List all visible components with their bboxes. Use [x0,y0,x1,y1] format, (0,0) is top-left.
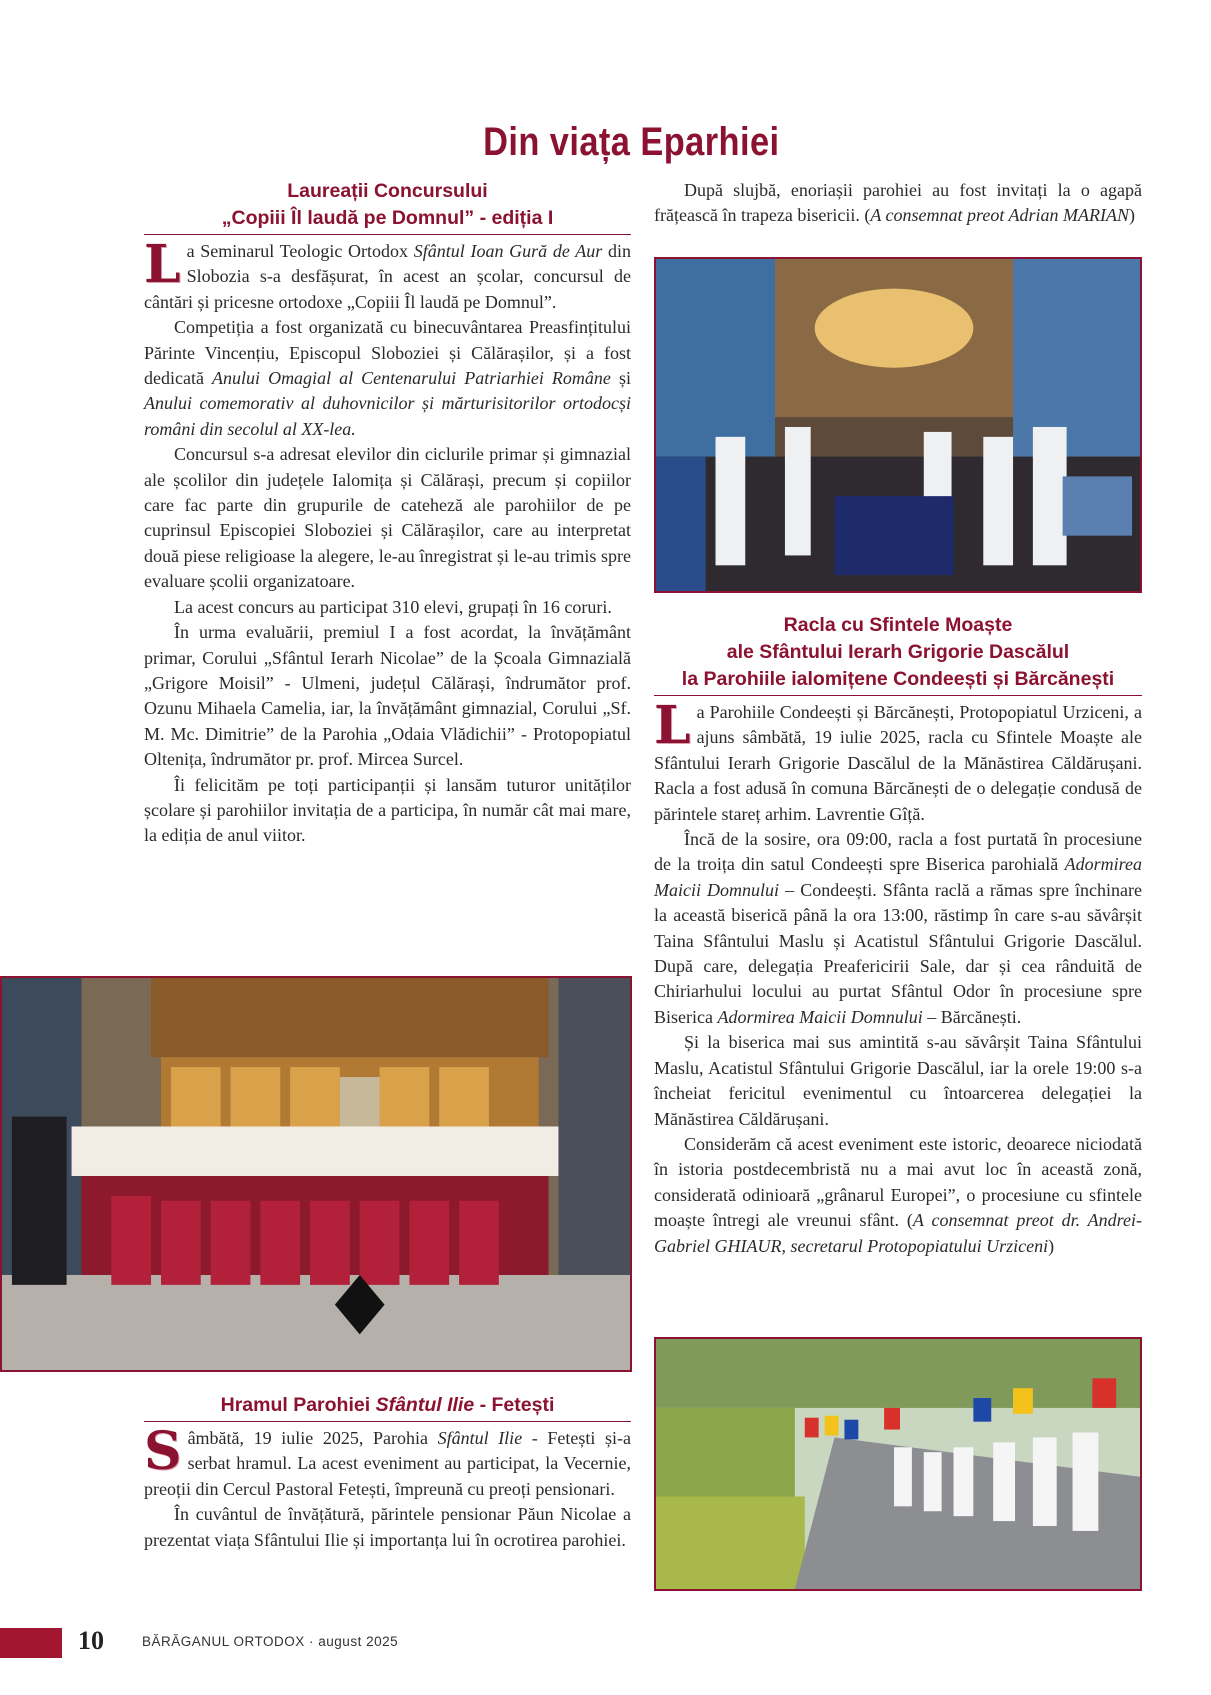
paragraph: La acest concurs au participat 310 elevi, grupați în 16 coruri. [174,596,612,617]
article-hram-continued [654,178,1142,229]
procession-photo [654,1337,1142,1591]
paragraph: Încă de la sosire, ora 09:00, racla a fost purtată în procesiune de la troița din satul Condeești spre Biserica parohială Adormirea Maicii Domnului – Condeești. Sfânta raclă a rămas spre închinare la această biserică până la ora 13:00, răstimp în care s-au săvârșit Taina Sfântului Maslu și Acatistul Sfântului Grigorie Dascălul. După care, delegația Preafericirii Sale, dar și cea rânduită de Chiriarhului locului au purtat Sfântul Odor în procesiune spre Biserica Adormirea Maicii Domnului – Bărcănești. [654,829,1142,1027]
article-hram [144,1392,631,1553]
article-hram-body [144,1421,632,1553]
choir-photo [0,976,632,1372]
heading-line: Racla cu Sfintele Moaște [783,614,1013,636]
paragraph: Concursul s-a adresat elevilor din ciclurile primar și gimnazial ale școlilor din județele Ialomița și Călărași, precum și copiilor care fac parte din grupurile de cateheză ale parohiilor de pe cuprinsul Episcopiei Sloboziei și Călărașilor, care au interpretat două piese religioase la alegere, le-au înregistrat și le-au trimis spre evaluare școlii organizatoare. [144,444,631,592]
paragraph: După slujbă, enoriașii parohiei au fost invitați la o agapă frățească în trapeza bisericii. (A consemnat preot Adrian MARIAN) [654,180,1142,226]
heading-line: Laureații Concursului [287,180,488,202]
heading-line: la Parohiile ialomițene Condeești și Bărcănești [681,668,1115,690]
paragraph: Competiția a fost organizată cu binecuvântarea Preasfințitului Părinte Vincențiu, Episcopul Sloboziei și Călărașilor, și a fost dedicată Anului Omagial al Centenarului Patriarhiei Române și Anului comemorativ al duhovnicilor și mărturisitorilor ortodocși români din secolul al XX-lea. [144,317,631,439]
article-racla-body [654,695,1143,1259]
church-service-photo [654,257,1142,593]
paragraph: Și la biserica mai sus amintită s-au săvârșit Taina Sfântului Maslu, Acatistul Sfântului Grigorie Dascălul, iar la orele 19:00 s-a încheiat fericitul evenimentul cu întoarcerea delegației la Mănăstirea Căldărușani. [654,1032,1142,1129]
dropcap: L [654,695,691,756]
article-racla [654,612,1142,1259]
dropcap: L [144,234,181,295]
footer-accent-bar [0,1628,62,1658]
heading-line: ale Sfântului Ierarh Grigorie Dascălul [726,641,1070,663]
paragraph: La Seminarul Teologic Ortodox Sfântul Ioan Gură de Aur din Slobozia s-a desfășurat, în acest an școlar, concursul de cântări și pricesne ortodoxe „Copiii Îl laudă pe Domnul”. [144,234,631,312]
paragraph: Considerăm că acest eveniment este istoric, deoarece niciodată în istoria postdecembristă nu a mai avut loc în această zonă, considerată odinioară „grânarul Europei”, o procesiune cu sfintele moaște întregi ale vreunui sfânt. (A consemnat preot dr. Andrei-Gabriel GHIAUR, secretarul Protopopiatului Urziceni) [654,1133,1143,1256]
page-number: 10 [78,1626,104,1655]
paragraph: Îi felicităm pe toți participanții și lansăm tuturor unităților școlare și parohiilor invitația de a participa, în număr cât mai mare, la ediția de anul viitor. [144,774,631,846]
heading-line: „Copiii Îl laudă pe Domnul” - ediția I [221,207,554,229]
article-laureati-heading [144,178,631,235]
paragraph: La Parohiile Condeești și Bărcănești, Protopopiatul Urziceni, a ajuns sâmbătă, 19 iulie 2025, racla cu Sfintele Moaște ale Sfântului Ierarh Grigorie Dascălul de la Mănăstirea Căldărușani. Racla a fost adusă în comuna Bărcănești de o delegație condusă de părintele stareț arhim. Lavrentie Gîță. [654,695,1142,824]
magazine-name: BĂRĂGANUL ORTODOX · august 2025 [142,1634,399,1649]
paragraph: În urma evaluării, premiul I a fost acordat, la învățământ primar, Corului „Sfântul Ierarh Nicolae” de la Școala Gimnazială „Grigore Moisil” - Ulmeni, județul Călărași, îndrumător prof. Ozunu Mihaela Camelia, iar, la învățământ gimnazial, Corului „Sf. M. Mc. Dimitrie” de la Parohia „Odaia Vlădichii” - Protopopiatul Oltenița, îndrumător pr. prof. Mircea Surcel. [144,622,631,770]
paragraph: Sâmbătă, 19 iulie 2025, Parohia Sfântul Ilie - Fetești și-a serbat hramul. La acest eveniment au participat, la Vecernie, preoții din Cercul Pastoral Fetești, împreună cu preoți pensionari. [144,1421,632,1499]
article-laureati-body [144,234,631,849]
dropcap: S [144,1421,182,1482]
article-racla-heading [654,612,1142,696]
article-laureati [144,178,631,849]
paragraph: În cuvântul de învățătură, părintele pensionar Păun Nicolae a prezentat viața Sfântului Ilie și importanța lui în ocrotirea parohiei. [144,1504,631,1550]
article-hram-heading: Hramul Parohiei Sfântul Ilie - Fetești [144,1392,631,1422]
page-title: Din viața Eparhiei [483,120,780,164]
